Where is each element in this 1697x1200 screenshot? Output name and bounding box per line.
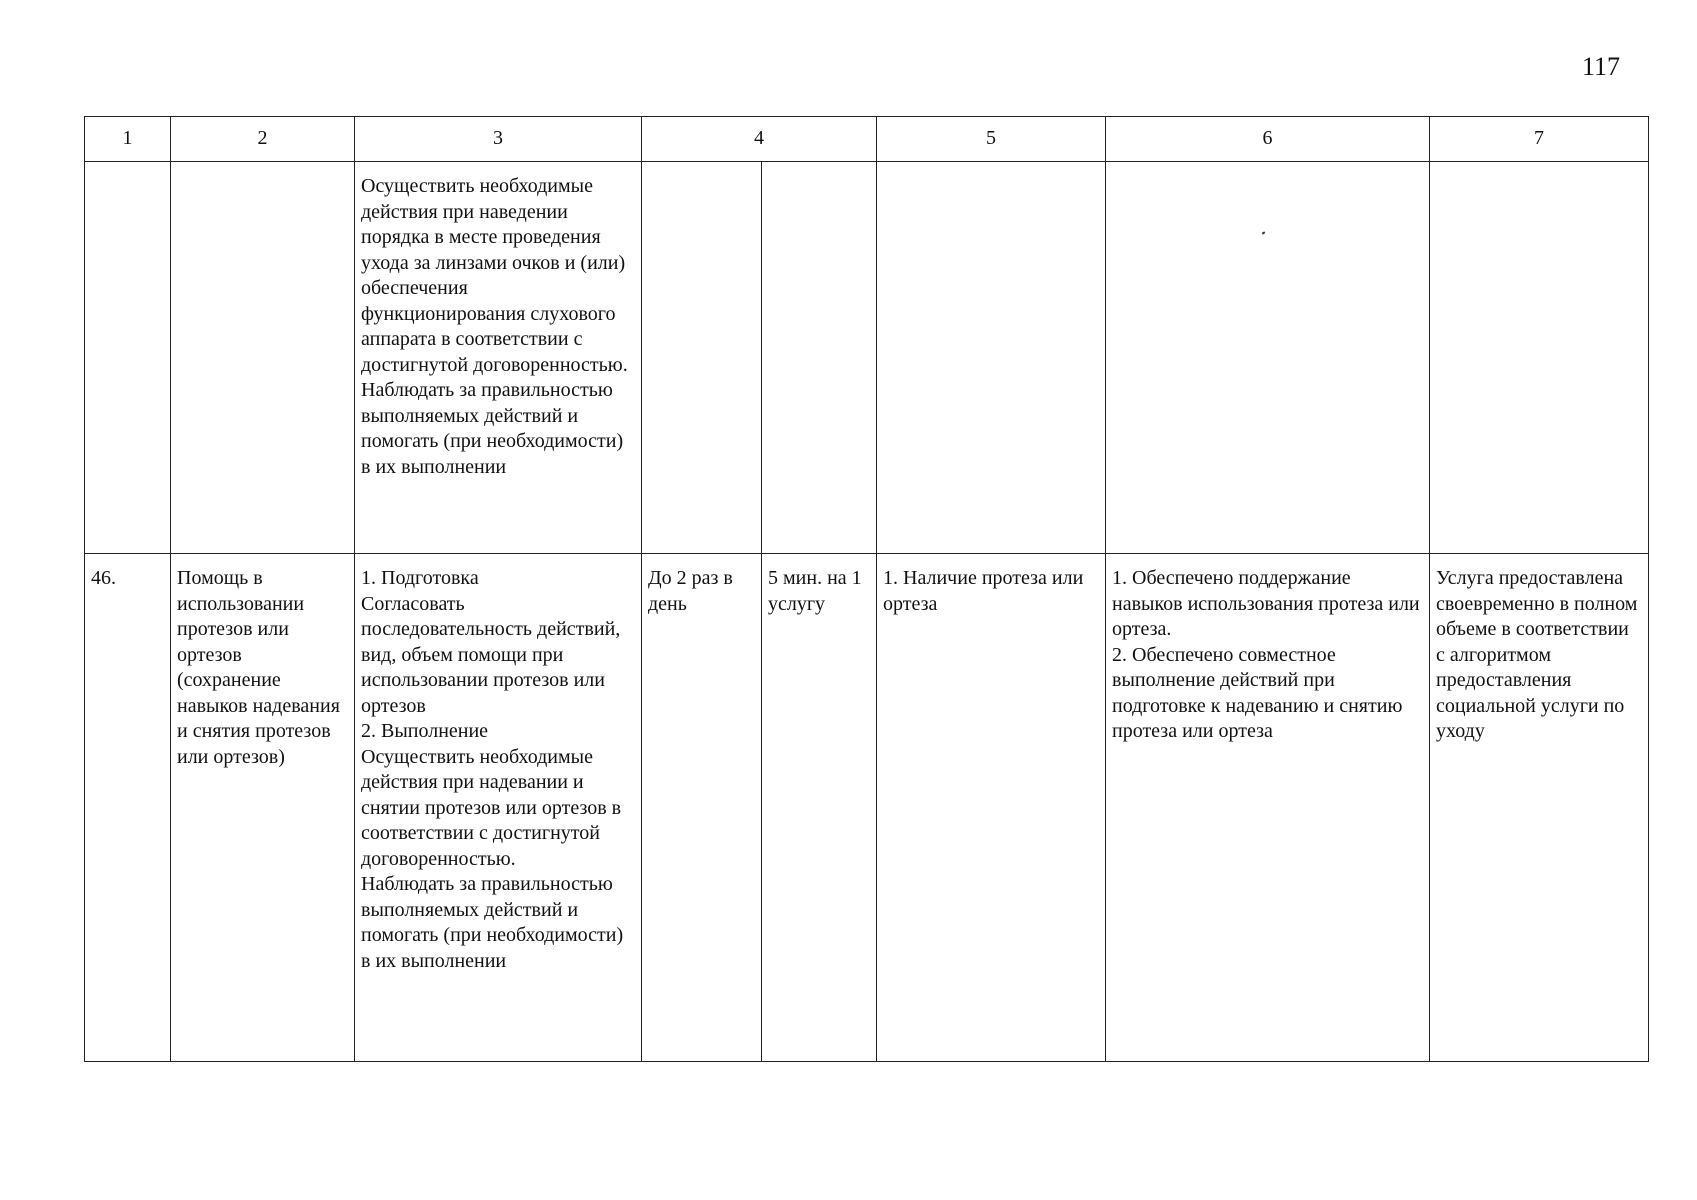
page-number: 117: [1581, 52, 1620, 81]
cell-service-name: [171, 162, 355, 554]
cell-frequency: До 2 раз в день: [642, 554, 762, 1062]
cell-number: 46.: [85, 554, 171, 1062]
cell-number: [85, 162, 171, 554]
cell-frequency: [642, 162, 762, 554]
table-row-continuation: [85, 162, 1649, 554]
cell-description: Осуществить необходимые действия при наведении порядка в месте проведения ухода за линзами очков и (или) обеспечения функционирования слухового аппарата в соответствии с достигнутой договоренностью. Наблюдать за правильностью выполняемых действий и помогать (при необходимости) в их выполнении: [355, 162, 642, 554]
services-table: [84, 116, 1649, 1062]
cell-quality: Услуга предоставлена своевременно в полном объеме в соответствии с алгоритмом предоставления социальной услуги по уходу: [1430, 554, 1649, 1062]
header-col-1: 1: [85, 117, 171, 162]
cell-service-name: Помощь в использовании протезов или ортезов (сохранение навыков надевания и снятия протезов или ортезов): [171, 554, 355, 1062]
table-row-46: [85, 554, 1649, 1062]
header-col-4: 4: [642, 117, 877, 162]
header-col-6: 6: [1106, 117, 1430, 162]
cell-conditions: [877, 162, 1106, 554]
cell-quality: [1430, 162, 1649, 554]
header-col-5: 5: [877, 117, 1106, 162]
cell-results: [1106, 162, 1430, 554]
cell-conditions: 1. Наличие протеза или ортеза: [877, 554, 1106, 1062]
cell-description: 1. Подготовка Согласовать последовательность действий, вид, объем помощи при использовании протезов или ортезов 2. Выполнение Осуществить необходимые действия при надевании и снятии протезов или ортезов в соответствии с достигнутой договоренностью. Наблюдать за правильностью выполняемых действий и помогать (при необходимости) в их выполнении: [355, 554, 642, 1062]
cell-results: 1. Обеспечено поддержание навыков использования протеза или ортеза. 2. Обеспечено совместное выполнение действий при подготовке к надеванию и снятию протеза или ортеза: [1106, 554, 1430, 1062]
header-col-7: 7: [1430, 117, 1649, 162]
header-col-3: 3: [355, 117, 642, 162]
header-col-2: 2: [171, 117, 355, 162]
cell-duration: [762, 162, 877, 554]
table-header-row: [85, 117, 1649, 162]
cell-duration: 5 мин. на 1 услугу: [762, 554, 877, 1062]
